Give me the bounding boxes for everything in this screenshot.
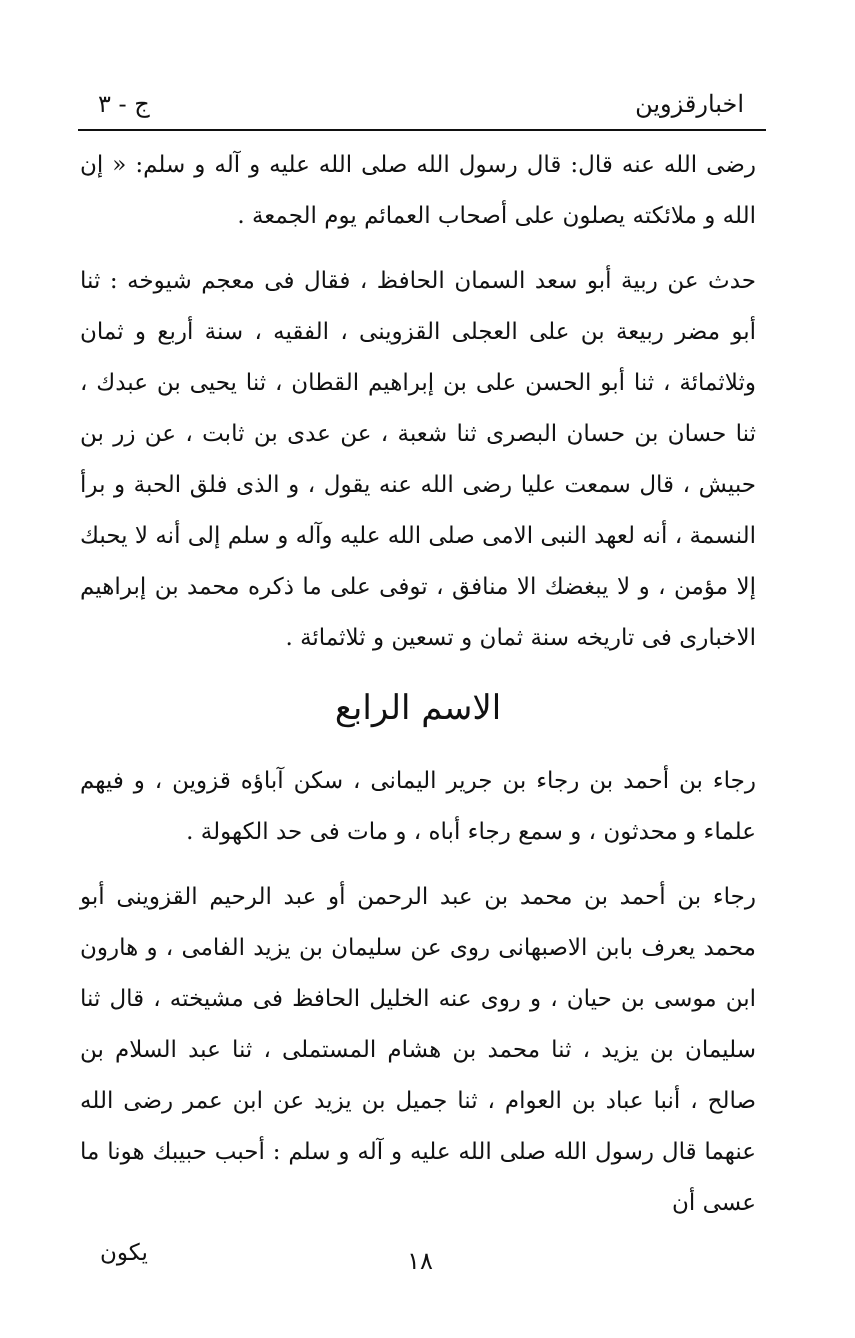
- catchword: يكون: [100, 1240, 148, 1266]
- section-heading: الاسم الرابع: [334, 688, 502, 728]
- paragraph: رجاء بن أحمد بن رجاء بن جرير اليمانى ، سكن آباؤه قزوين ، و فيهم علماء و محدثون ، و سمع رجاء أباه ، و مات فى حد الكهولة .: [80, 768, 756, 845]
- paragraph: رجاء بن أحمد بن محمد بن عبد الرحمن أو عبد الرحيم القزوينى أبو محمد يعرف بابن الاصبهانى روى عن سليمان بن يزيد الفامى ، و هارون ابن موسى بن حيان ، و روى عنه الخليل الحافظ فى مشيخته ، قال ثنا سليمان بن يزيد ، ثنا محمد بن هشام المستملى ، ثنا عبد السلام بن صالح ، أنبا عباد بن العوام ، ثنا جميل بن يزيد عن ابن عمر رضى الله عنهما قال رسول الله صلى الله عليه و آله و سلم : أحبب حبيبك هونا ما عسى أن: [80, 884, 756, 1216]
- page-number: ١٨: [407, 1247, 433, 1275]
- paragraph: حدث عن ربية أبو سعد السمان الحافظ ، فقال فى معجم شيوخه : ثنا أبو مضر ربيعة بن على العجلى القزوينى ، الفقيه ، سنة أربع و ثمان وثلاثمائة ، ثنا أبو الحسن على بن إبراهيم القطان ، ثنا يحيى بن عبدك ، ثنا حسان بن حسان البصرى ثنا شعبة ، عن عدى بن ثابت ، عن زر بن حبيش ، قال سمعت عليا رضى الله عنه يقول ، و الذى فلق الحبة و برأ النسمة ، أنه لعهد النبى الامى صلى الله عليه وآله و سلم إلى أنه لا يحبك إلا مؤمن ، و لا يبغضك الا منافق ، توفى على ما ذكره محمد بن إبراهيم الاخبارى فى تاريخه سنة ثمان و تسعين و ثلاثمائة .: [80, 268, 756, 651]
- book-title: اخبارقزوين: [635, 90, 744, 118]
- header-rule: [78, 129, 766, 131]
- running-header: [78, 84, 766, 130]
- paragraph: رضى الله عنه قال: قال رسول الله صلى الله عليه و آله و سلم: « إن الله و ملائكته يصلون على أصحاب العمائم يوم الجمعة .: [80, 152, 756, 229]
- volume-number: ج - ٣: [98, 90, 150, 118]
- page-body: [80, 140, 756, 1229]
